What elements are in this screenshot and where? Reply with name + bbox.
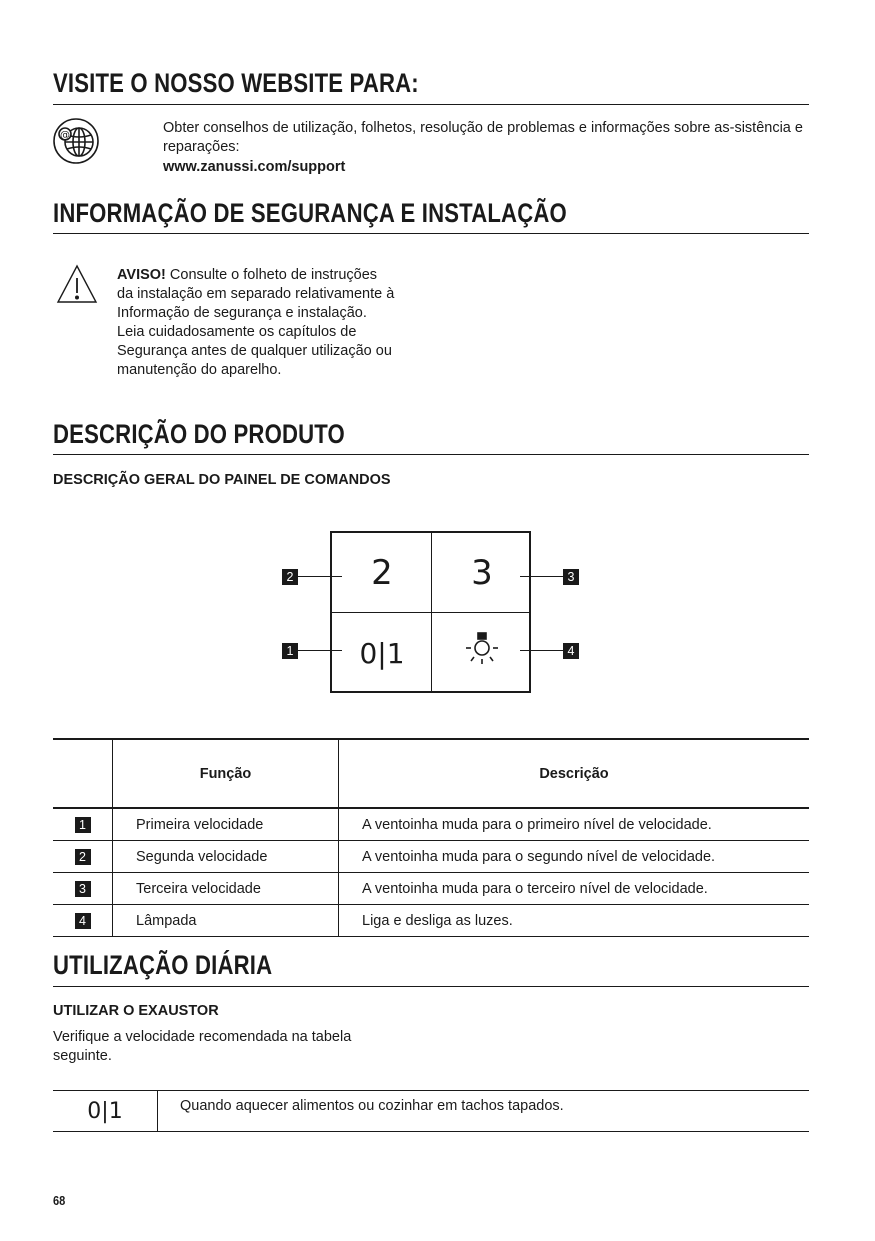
- power-speed-1-key[interactable]: [332, 613, 432, 693]
- speed-description: Quando aquecer alimentos ou cozinhar em tachos tapados.: [180, 1098, 564, 1114]
- speed-symbol: 0|1: [87, 1098, 123, 1124]
- divider: [53, 986, 809, 987]
- divider: [53, 104, 809, 105]
- speed-table-divider: [157, 1091, 158, 1131]
- warning-label: AVISO!: [117, 267, 166, 283]
- speed-2-label: 2: [371, 553, 393, 593]
- divider: [53, 454, 809, 455]
- table-header-number: [53, 739, 113, 808]
- callout-1-left: 1: [282, 642, 298, 660]
- row-description: A ventoinha muda para o primeiro nível de velocidade.: [339, 808, 810, 841]
- hood-use-subheading: UTILIZAR O EXAUSTOR: [53, 1003, 219, 1019]
- row-number: 3: [53, 873, 113, 905]
- page-number: 68: [53, 1193, 66, 1208]
- safety-heading: INFORMAÇÃO DE SEGURANÇA E INSTALAÇÃO: [53, 198, 567, 228]
- globe-at-icon: [52, 117, 100, 165]
- speed-3-key[interactable]: [432, 533, 532, 613]
- website-text: Obter conselhos de utilização, folhetos, resolução de problemas e informações sobre as-sistência e reparações:: [163, 120, 803, 155]
- callout-line: [298, 650, 342, 651]
- daily-use-heading: UTILIZAÇÃO DIÁRIA: [53, 950, 273, 980]
- row-function: Lâmpada: [113, 905, 339, 937]
- row-number: 4: [53, 905, 113, 937]
- speed-3-label: 3: [471, 553, 493, 593]
- row-description: Liga e desliga as luzes.: [339, 905, 810, 937]
- row-function: Terceira velocidade: [113, 873, 339, 905]
- callout-line: [520, 576, 563, 577]
- warning-text: [117, 266, 395, 380]
- lamp-icon: [464, 632, 500, 675]
- row-function: Primeira velocidade: [113, 808, 339, 841]
- callout-3-right: 3: [563, 568, 579, 586]
- table-header-description: Descrição: [339, 739, 810, 808]
- table-row: [53, 905, 809, 937]
- callout-4-right: 4: [563, 642, 579, 660]
- warning-triangle-icon: [56, 264, 98, 304]
- callout-2-left: 2: [282, 568, 298, 586]
- table-row: [53, 873, 809, 905]
- callout-line: [298, 576, 342, 577]
- speed-2-key[interactable]: [332, 533, 432, 613]
- row-description: A ventoinha muda para o segundo nível de velocidade.: [339, 841, 810, 873]
- control-panel-diagram: [330, 531, 531, 693]
- support-link[interactable]: www.zanussi.com/support: [163, 159, 346, 175]
- lamp-key[interactable]: [432, 613, 532, 693]
- warning-body: Consulte o folheto de instruções da instalação em separado relativamente à Informação de segurança e instalação. Leia cuidadosamente os capítulos de Segurança antes de qualquer utilização ou manutenção do aparelho.: [117, 267, 395, 378]
- row-number: 1: [53, 808, 113, 841]
- control-panel-subheading: DESCRIÇÃO GERAL DO PAINEL DE COMANDOS: [53, 472, 391, 488]
- table-row: [53, 841, 809, 873]
- product-heading: DESCRIÇÃO DO PRODUTO: [53, 419, 345, 449]
- power-speed-1-label: 0|1: [359, 636, 405, 670]
- svg-text:@: @: [60, 130, 70, 141]
- row-number: 2: [53, 841, 113, 873]
- table-header-row: [53, 739, 809, 808]
- function-table: [53, 738, 809, 937]
- row-function: Segunda velocidade: [113, 841, 339, 873]
- speed-table: [53, 1090, 809, 1132]
- callout-line: [520, 650, 563, 651]
- website-heading: VISITE O NOSSO WEBSITE PARA:: [53, 68, 419, 98]
- divider: [53, 233, 809, 234]
- table-header-function: Função: [113, 739, 339, 808]
- row-description: A ventoinha muda para o terceiro nível de velocidade.: [339, 873, 810, 905]
- table-row: [53, 808, 809, 841]
- hood-use-text: Verifique a velocidade recomendada na tabela seguinte.: [53, 1029, 352, 1064]
